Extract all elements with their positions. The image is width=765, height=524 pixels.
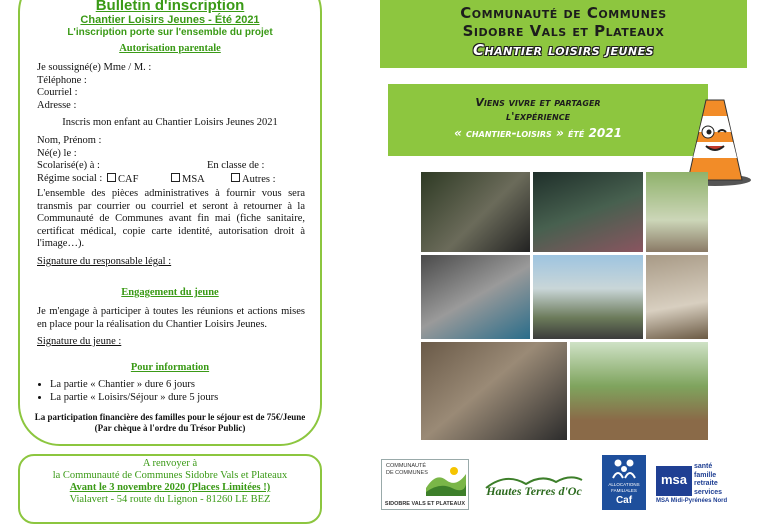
promo-line-3: « chantier-loisirs » été 2021	[454, 126, 622, 140]
cc-sidobre-logo	[381, 459, 469, 510]
banner-line-1: Communauté de Communes	[460, 4, 667, 22]
photo-group-yard	[646, 172, 708, 252]
child-name-field[interactable]: Nom, Prénom :	[37, 135, 102, 146]
photo-digging	[570, 342, 708, 440]
list-item: • La partie « Loisirs/Séjour » dure 5 jours	[50, 392, 330, 405]
photo-building	[533, 255, 643, 339]
youth-signature[interactable]: Signature du jeune :	[37, 336, 122, 347]
photo-mural	[421, 342, 567, 440]
guardian-name-field[interactable]: Je soussigné(e) Mme / M. :	[37, 62, 152, 73]
legal-guardian-signature[interactable]: Signature du responsable légal :	[37, 256, 172, 267]
form-subtitle: Chantier Loisirs Jeunes - Été 2021	[80, 14, 260, 26]
caf-logo-line: ALLOCATIONS	[608, 482, 640, 487]
landscape-icon	[426, 462, 466, 496]
hautes-terres-logo	[480, 468, 588, 508]
guardian-fields	[37, 62, 317, 112]
msa-option[interactable]	[171, 173, 205, 187]
engagement-paragraph: Je m'engage à participer à toutes les réunions et actions mises en place pour la réalisation du Chantier Loisirs Jeunes.	[37, 306, 305, 330]
msa-logo	[656, 466, 692, 496]
form-note: L'inscription porte sur l'ensemble du projet	[67, 27, 273, 38]
fee-info	[18, 412, 322, 434]
photo-youth-group	[421, 255, 530, 339]
social-regime-label: Régime social :	[37, 172, 103, 184]
email-field[interactable]: Courriel :	[37, 87, 78, 98]
other-option-label: Autres :	[242, 173, 276, 185]
msa-tagline-line: retraite	[694, 480, 718, 487]
return-deadline: Avant le 3 novembre 2020 (Places Limitées !)	[69, 482, 271, 493]
cc-logo-line: COMMUNAUTÉ	[386, 463, 427, 469]
return-address: Vialavert - 54 route du Lignon - 81260 LE BEZ	[69, 494, 271, 505]
return-intro: A renvoyer à	[142, 458, 198, 469]
fee-line: La participation financière des familles pour le séjour est de 75€/Jeune	[34, 412, 306, 422]
hautes-terres-name: Hautes Terres d'Oc	[486, 484, 582, 498]
caf-option-label: CAF	[118, 173, 139, 185]
cc-logo-name: SIDOBRE VALS ET PLATEAUX	[384, 501, 466, 507]
info-heading: Pour information	[130, 362, 210, 373]
msa-tagline-line: santé	[694, 463, 713, 470]
return-recipient: la Communauté de Communes Sidobre Vals et Plateaux	[52, 470, 288, 481]
photo-workshop-outdoor	[421, 172, 530, 252]
form-title: Bulletin d'inscription	[95, 0, 245, 14]
return-address-text	[18, 458, 322, 506]
msa-checkbox[interactable]	[171, 173, 180, 182]
msa-tagline-line: services	[694, 488, 723, 496]
birthdate-field[interactable]: Né(e) le :	[37, 147, 77, 159]
caf-option[interactable]	[107, 173, 138, 187]
msa-tagline	[694, 463, 722, 497]
caf-logo-name: Caf	[615, 495, 633, 506]
caf-logo	[602, 455, 646, 510]
msa-tagline-line: famille	[694, 471, 717, 479]
other-checkbox[interactable]	[231, 173, 240, 182]
promo-line-1: Viens vivre et partager	[475, 96, 601, 109]
msa-region: MSA Midi-Pyrénées Nord	[656, 498, 728, 504]
family-icon	[611, 458, 637, 480]
promo-line-2: l'expérience	[505, 110, 571, 123]
photo-painting-table	[533, 172, 643, 252]
payment-line: (Par chèque à l'ordre du Trésor Public)	[94, 423, 246, 433]
phone-field[interactable]: Téléphone :	[37, 74, 87, 86]
class-field[interactable]: En classe de :	[207, 160, 265, 171]
engagement-heading: Engagement du jeune	[121, 287, 219, 298]
caf-checkbox[interactable]	[107, 173, 116, 182]
msa-option-label: MSA	[182, 173, 205, 185]
cc-logo-line: DE COMMUNES	[386, 469, 428, 476]
school-field[interactable]: Scolarisé(e) à :	[37, 160, 100, 171]
info-list	[18, 379, 330, 404]
parental-authorization-heading: Autorisation parentale	[119, 43, 221, 54]
banner-line-3: Chantier loisirs jeunes	[472, 41, 655, 59]
child-fields	[37, 135, 317, 185]
other-option[interactable]	[231, 173, 276, 187]
banner-line-2: Sidobre Vals et Plateaux	[462, 22, 665, 40]
documents-paragraph: L'ensemble des pièces administratives à fournir vous sera transmis par courrier ou courriel et seront à retourner à la Communauté de Communes avant fin mai (fiche sanitaire, certificat médical, copie carte identité, autorisation droit à l'image…).	[37, 188, 305, 249]
photo-construction	[646, 255, 708, 339]
msa-logo-letters: msa	[660, 472, 688, 487]
enrol-statement: Inscris mon enfant au Chantier Loisirs Jeunes 2021	[62, 117, 278, 128]
list-item: • La partie « Chantier » dure 6 jours	[50, 379, 330, 392]
address-field[interactable]: Adresse :	[37, 99, 77, 111]
caf-logo-line: FAMILIALES	[611, 487, 637, 493]
